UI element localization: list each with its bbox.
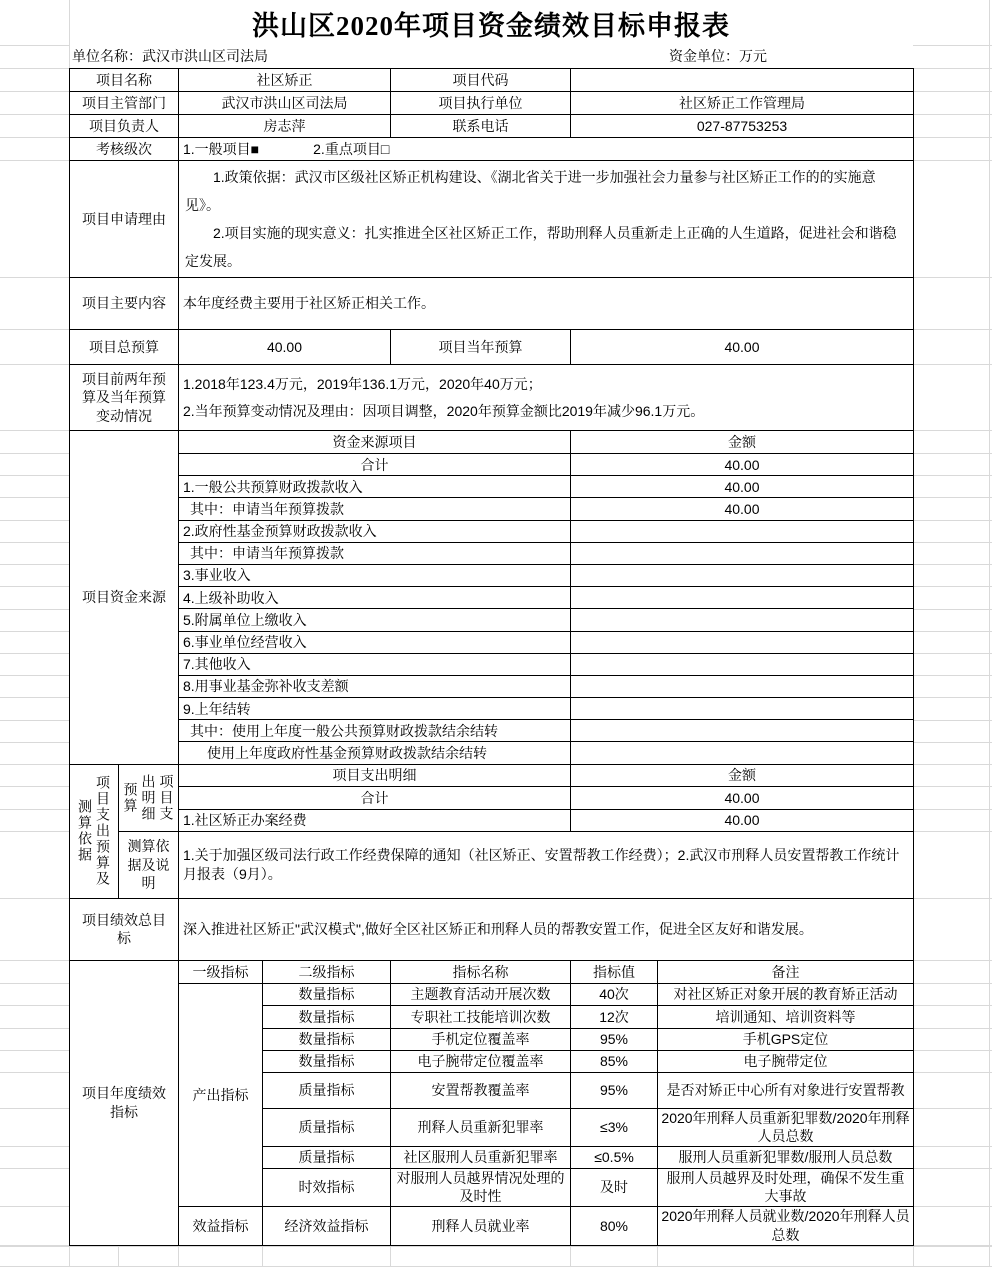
funding-row-amount: 40.00	[571, 454, 914, 476]
funding-row-amount	[571, 632, 914, 654]
funding-row-amount: 40.00	[571, 498, 914, 520]
field-label-main-content: 项目主要内容	[70, 278, 179, 330]
indicator-level2: 数量指标	[263, 1029, 391, 1051]
indicator-level2: 质量指标	[263, 1147, 391, 1169]
application-reason-text	[179, 161, 914, 278]
indicator-note: 2020年刑释人员重新犯罪数/2020年刑释人员总数	[658, 1109, 914, 1147]
indicator-name: 对服刑人员越界情况处理的及时性	[391, 1169, 571, 1207]
indicator-value: 40次	[571, 984, 658, 1006]
indicator-header-level1: 一级指标	[179, 961, 263, 984]
indicator-value: ≤3%	[571, 1109, 658, 1147]
field-value-project-code	[571, 69, 914, 92]
overall-goal-text: 深入推进社区矫正"武汉模式",做好全区社区矫正和刑释人员的帮教安置工作，促进全区友好和谐发展。	[179, 899, 914, 961]
field-label-expenditure-detail: 项目支出明细预算	[119, 765, 179, 832]
funding-row-item: 7.其他收入	[179, 654, 571, 676]
indicator-level2: 经济效益指标	[263, 1207, 391, 1246]
funding-row-amount	[571, 720, 914, 742]
funding-row-amount	[571, 587, 914, 609]
indicator-value: 95%	[571, 1073, 658, 1109]
field-label-current-budget: 项目当年预算	[391, 330, 571, 365]
funding-row-amount	[571, 676, 914, 698]
total-budget-value: 40.00	[179, 330, 391, 365]
field-label-assessment-level: 考核级次	[70, 138, 179, 161]
expenditure-header-item: 项目支出明细	[179, 765, 571, 787]
funding-row-item: 9.上年结转	[179, 698, 571, 720]
field-value-dept: 武汉市洪山区司法局	[179, 92, 391, 115]
indicator-value: 85%	[571, 1051, 658, 1073]
expenditure-row-item: 1.社区矫正办案经费	[179, 810, 571, 832]
indicator-value: 12次	[571, 1006, 658, 1029]
indicator-name: 专职社工技能培训次数	[391, 1006, 571, 1029]
funding-row-item: 其中：申请当年预算拨款	[179, 498, 571, 520]
indicator-note: 手机GPS定位	[658, 1029, 914, 1051]
indicator-name: 刑释人员就业率	[391, 1207, 571, 1246]
current-budget-value: 40.00	[571, 330, 914, 365]
funding-row-amount	[571, 742, 914, 764]
field-label-funding-source: 项目资金来源	[70, 431, 179, 765]
funding-row-item: 8.用事业基金弥补收支差额	[179, 676, 571, 698]
field-label-exec-unit: 项目执行单位	[391, 92, 571, 115]
indicator-level1-benefit: 效益指标	[179, 1207, 263, 1246]
field-label-expenditure-outer: 项目支出预算及测算依据	[70, 765, 119, 899]
budget-history-line-2: 2.当年预算变动情况及理由：因项目调整，2020年预算金额比2019年减少96.1万元。	[183, 402, 705, 419]
field-value-exec-unit: 社区矫正工作管理局	[571, 92, 914, 115]
reason-paragraph-2: 2.项目实施的现实意义：扎实推进全区社区矫正工作，帮助刑释人员重新走上正确的人生道路，促进社会和谐稳定发展。	[185, 225, 897, 269]
funding-row-item: 使用上年度政府性基金预算财政拨款结余结转	[179, 742, 571, 764]
field-label-project-name: 项目名称	[70, 69, 179, 92]
funding-row-amount	[571, 698, 914, 720]
funding-row-amount	[571, 609, 914, 631]
indicator-value: 及时	[571, 1169, 658, 1207]
indicator-value: 95%	[571, 1029, 658, 1051]
expenditure-row-amount: 40.00	[571, 787, 914, 810]
indicator-name: 刑释人员重新犯罪率	[391, 1109, 571, 1147]
indicator-name: 电子腕带定位覆盖率	[391, 1051, 571, 1073]
indicator-header-name: 指标名称	[391, 961, 571, 984]
indicator-note: 电子腕带定位	[658, 1051, 914, 1073]
indicator-name: 社区服刑人员重新犯罪率	[391, 1147, 571, 1169]
funding-row-amount	[571, 521, 914, 543]
form-table	[69, 68, 914, 1246]
funding-header-item: 资金来源项目	[179, 431, 571, 454]
indicator-level1-output: 产出指标	[179, 984, 263, 1207]
fund-unit: 资金单位：万元	[669, 48, 767, 64]
assessment-option-key: 2.重点项目□	[313, 140, 390, 157]
expenditure-header-amount: 金额	[571, 765, 914, 787]
budget-history-line-1: 1.2018年123.4万元，2019年136.1万元，2020年40万元；	[183, 375, 542, 392]
indicator-note: 服刑人员越界及时处理，确保不发生重大事故	[658, 1169, 914, 1207]
indicator-level2: 数量指标	[263, 984, 391, 1006]
field-label-annual-indicators: 项目年度绩效指标	[70, 961, 179, 1246]
funding-header-amount: 金额	[571, 431, 914, 454]
indicator-level2: 质量指标	[263, 1073, 391, 1109]
indicator-level2: 质量指标	[263, 1109, 391, 1147]
field-label-application-reason: 项目申请理由	[70, 161, 179, 278]
indicator-value: ≤0.5%	[571, 1147, 658, 1169]
unit-info-row	[69, 45, 913, 68]
field-label-budget-history: 项目前两年预算及当年预算变动情况	[70, 365, 179, 431]
funding-row-amount	[571, 654, 914, 676]
reason-paragraph-1: 1.政策依据：武汉市区级社区矫正机构建设、《湖北省关于进一步加强社会力量参与社区矫正工作的的实施意见》。	[185, 169, 876, 213]
indicator-note: 培训通知、培训资料等	[658, 1006, 914, 1029]
indicator-note: 2020年刑释人员就业数/2020年刑释人员总数	[658, 1207, 914, 1246]
field-label-calc-basis: 测算依据及说明	[119, 832, 179, 899]
field-label-overall-goal: 项目绩效总目标	[70, 899, 179, 961]
field-label-project-code: 项目代码	[391, 69, 571, 92]
budget-history-text	[179, 365, 914, 431]
indicator-value: 80%	[571, 1207, 658, 1246]
assessment-options	[179, 138, 914, 161]
funding-row-item: 2.政府性基金预算财政拨款收入	[179, 521, 571, 543]
funding-row-amount: 40.00	[571, 476, 914, 498]
expenditure-row-amount: 40.00	[571, 810, 914, 832]
main-content-text: 本年度经费主要用于社区矫正相关工作。	[179, 278, 914, 330]
indicator-note: 服刑人员重新犯罪数/服刑人员总数	[658, 1147, 914, 1169]
field-label-phone: 联系电话	[391, 115, 571, 138]
indicator-level2: 数量指标	[263, 1006, 391, 1029]
field-value-phone: 027-87753253	[571, 115, 914, 138]
unit-name: 单位名称：武汉市洪山区司法局	[72, 48, 268, 64]
funding-row-item: 合计	[179, 454, 571, 476]
indicator-header-level2: 二级指标	[263, 961, 391, 984]
indicator-header-value: 指标值	[571, 961, 658, 984]
form-title: 洪山区2020年项目资金绩效目标申报表	[252, 11, 730, 41]
funding-row-amount	[571, 543, 914, 565]
funding-row-item: 6.事业单位经营收入	[179, 632, 571, 654]
indicator-name: 手机定位覆盖率	[391, 1029, 571, 1051]
field-value-project-name: 社区矫正	[179, 69, 391, 92]
funding-row-item: 1.一般公共预算财政拨款收入	[179, 476, 571, 498]
field-value-leader: 房志萍	[179, 115, 391, 138]
funding-row-item: 5.附属单位上缴收入	[179, 609, 571, 631]
indicator-header-note: 备注	[658, 961, 914, 984]
expenditure-row-item: 合计	[179, 787, 571, 810]
assessment-option-general: 1.一般项目■	[183, 140, 260, 157]
indicator-name: 安置帮教覆盖率	[391, 1073, 571, 1109]
funding-row-item: 其中：使用上年度一般公共预算财政拨款结余结转	[179, 720, 571, 742]
field-label-dept: 项目主管部门	[70, 92, 179, 115]
funding-row-item: 4.上级补助收入	[179, 587, 571, 609]
indicator-note: 对社区矫正对象开展的教育矫正活动	[658, 984, 914, 1006]
funding-row-item: 其中：申请当年预算拨款	[179, 543, 571, 565]
funding-row-item: 3.事业收入	[179, 565, 571, 587]
indicator-level2: 时效指标	[263, 1169, 391, 1207]
funding-row-amount	[571, 565, 914, 587]
indicator-note: 是否对矫正中心所有对象进行安置帮教	[658, 1073, 914, 1109]
field-label-leader: 项目负责人	[70, 115, 179, 138]
calc-basis-text: 1.关于加强区级司法行政工作经费保障的通知（社区矫正、安置帮教工作经费）；2.武汉市刑释人员安置帮教工作统计月报表（9月）。	[179, 832, 914, 899]
indicator-level2: 数量指标	[263, 1051, 391, 1073]
field-label-total-budget: 项目总预算	[70, 330, 179, 365]
indicator-name: 主题教育活动开展次数	[391, 984, 571, 1006]
